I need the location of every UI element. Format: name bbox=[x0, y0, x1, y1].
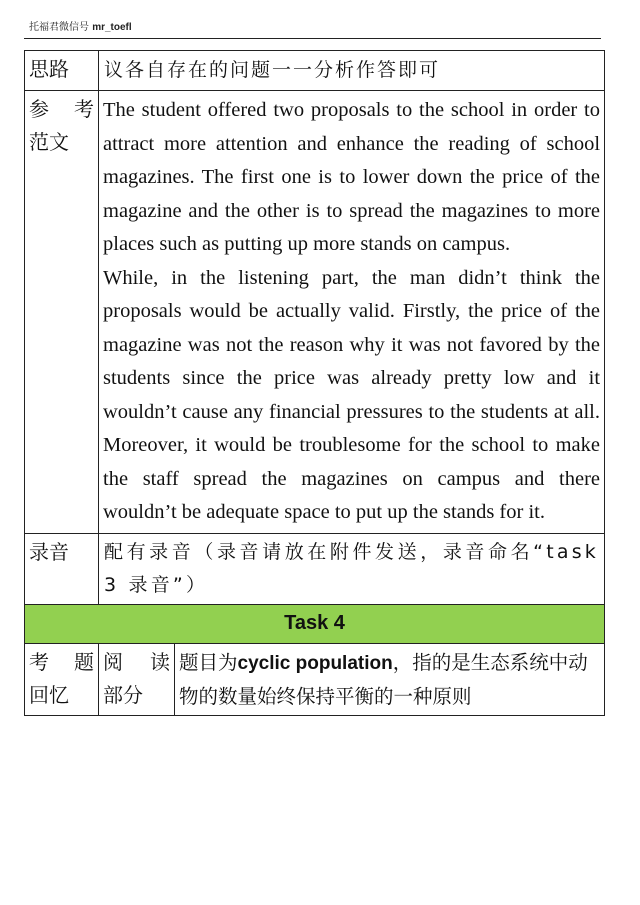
sample-essay bbox=[99, 91, 605, 534]
essay-paragraph-1: The student offered two proposals to the school in order to attract more attention and enhance the reading of school magazines. The first one is to lower down the price of the magazine and the other is to spread the magazines to more places such as putting up more stands on campus. bbox=[103, 99, 601, 255]
audio-label: 录音 bbox=[25, 533, 99, 604]
header-cn-label: 托福君微信号 bbox=[29, 22, 89, 33]
essay-paragraph-2: While, in the listening part, the man didn’t think the proposals would be actually valid. Firstly, the price of the magazine was not the reason why it was not favored by the students since the price was already pretty low and it wouldn’t cause any financial pressures to the students at all. Moreover, it would be troublesome for the school to make the staff spread the magazines on campus and there wouldn’t be adequate space to put up the stands for it. bbox=[103, 266, 601, 523]
reading-label-line2: 部分 bbox=[103, 682, 143, 707]
document-table bbox=[24, 50, 605, 716]
sample-row bbox=[25, 91, 605, 534]
thinking-text: 议各自存在的问题一一分析作答即可 bbox=[99, 51, 605, 91]
audio-row bbox=[25, 533, 605, 604]
sample-label bbox=[25, 91, 99, 534]
recall-text bbox=[175, 643, 605, 715]
sample-label-line1: 参 考 bbox=[29, 97, 94, 121]
recall-row bbox=[25, 643, 605, 715]
recall-label bbox=[25, 643, 99, 715]
header-account: mr_toefl bbox=[92, 22, 132, 33]
task-title: Task 4 bbox=[25, 604, 605, 643]
audio-text: 配有录音（录音请放在附件发送，录音命名“task 3 录音”） bbox=[99, 533, 605, 604]
recall-label-line1: 考 题 bbox=[29, 649, 94, 674]
recall-keyword: cyclic population bbox=[237, 652, 393, 674]
thinking-label: 思路 bbox=[25, 51, 99, 91]
reading-section-label bbox=[99, 643, 175, 715]
header-divider bbox=[24, 38, 601, 39]
page-header bbox=[29, 18, 132, 33]
recall-text-after: ，指的是生态系统中动物的数量始终保持平衡的一种原则 bbox=[179, 650, 588, 708]
task-header-row bbox=[25, 604, 605, 643]
recall-text-before: 题目为 bbox=[179, 650, 238, 674]
recall-label-line2: 回忆 bbox=[29, 682, 69, 707]
thinking-row bbox=[25, 51, 605, 91]
sample-label-line2: 范文 bbox=[29, 130, 69, 154]
reading-label-line1: 阅 读 bbox=[103, 649, 170, 674]
